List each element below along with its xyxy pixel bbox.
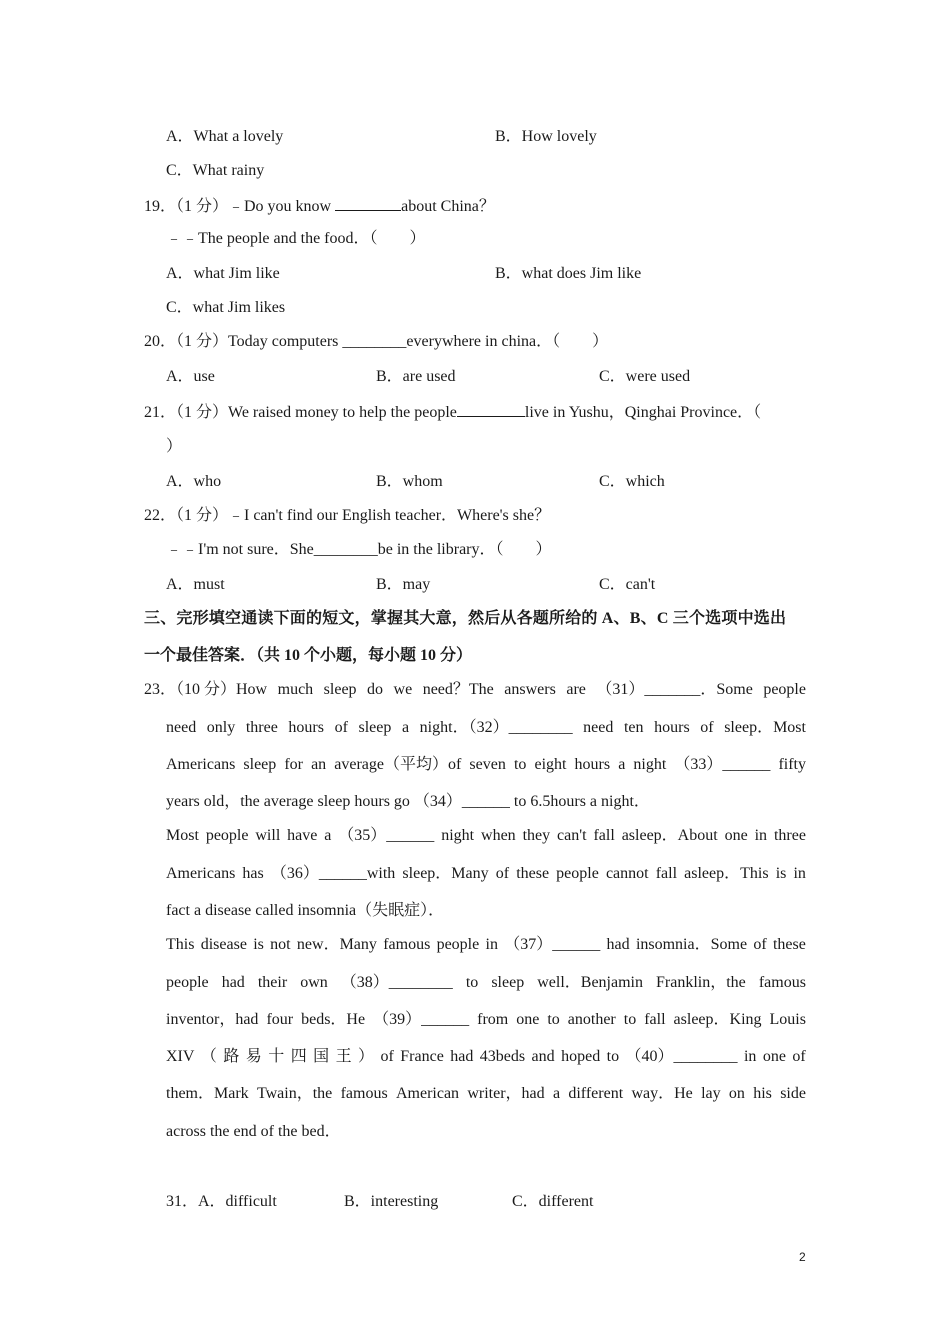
passage-word: Louis [769,1011,806,1028]
q20-stem: 20．（1 分）Today computers ________everywhere in china．（ ） [144,333,609,350]
passage-word: asleep．This [684,865,769,882]
passage-word: 易 [245,1048,262,1065]
passage-word: his [753,1085,772,1102]
passage-word: 43beds [479,1048,526,1065]
passage-word: and [531,1048,555,1065]
passage-word: a [324,827,332,844]
q23-passage-line [166,1010,806,1030]
passage-word: one [724,827,748,844]
passage-word: will [255,827,281,844]
passage-word: fall [655,865,678,882]
passage-word: insomnia．Some [635,936,748,953]
q21-stem [144,401,806,423]
q19-blank [335,195,401,211]
passage-word: another [567,1011,616,1028]
passage-word: people [763,681,806,698]
passage-word: new．Many [296,936,377,953]
passage-word: sleep [491,974,525,991]
passage-word: （35）______ [338,827,435,844]
passage-word: （38）________ [340,974,453,991]
q22-reply: ﹣﹣I'm not sure．She________be in the library．（ ） [166,541,552,558]
passage-word: well．Benjamin [537,974,643,991]
passage-word: Franklin，the [656,974,746,991]
q23-passage-line [166,792,650,812]
passage-word: night [441,827,475,844]
q23-passage-line [166,755,806,775]
passage-word: to [606,1048,620,1065]
passage-word: different [568,1085,624,1102]
passage-word: night．（32）________ [419,719,573,736]
passage-word: their [257,974,288,991]
passage-word: own [300,974,328,991]
passage-word: from [477,1011,509,1028]
passage-word: much [277,681,314,698]
q19-stem-pre: 19．（1 分）﹣Do you know [144,198,336,215]
passage-word: side [780,1085,806,1102]
passage-word: France [400,1048,444,1065]
passage-word: people [436,936,480,953]
q21-option-a: A．who [166,473,222,490]
q19-stem-post: about China？ [401,198,495,215]
passage-word: answers [504,681,556,698]
passage-word: need [583,719,614,736]
q23-passage-line [166,826,806,846]
passage-word: are [566,681,586,698]
passage-word: 王 [335,1048,352,1065]
passage-word: hours [574,756,611,773]
q19-option-c: C．what Jim likes [166,299,286,316]
passage-word: of [700,719,714,736]
passage-word: This [166,936,195,953]
q21-option-c: C．which [599,473,665,490]
q19-option-b: B．what does Jim like [495,265,642,282]
passage-word: （33）______ [674,756,771,773]
passage-word: has [242,865,264,882]
passage-word: people [205,827,249,844]
q21-blank [457,401,525,417]
q23-passage-line [166,864,806,884]
passage-word: Americans [166,756,236,773]
passage-word: they [522,827,551,844]
passage-word: Americans [166,865,236,882]
passage-word: disease [200,936,247,953]
q23-passage-line [166,973,806,993]
q31-option-c: C．different [512,1193,594,1210]
q21-option-b: B．whom [376,473,443,490]
passage-word: had [450,1048,474,1065]
passage-word: cannot [605,865,649,882]
passage-word: to [547,1011,560,1028]
passage-word: one [762,1048,786,1065]
passage-word: （39）______ [373,1011,470,1028]
passage-word: 十 [268,1048,285,1065]
passage-word: fifty [778,756,806,773]
passage-word: to [623,1011,637,1028]
passage-word: average（平均）of [334,756,462,773]
passage-word: sleep [243,756,277,773]
q31-option-a: 31．A．difficult [166,1193,277,1210]
passage-word: had [606,936,630,953]
passage-word: fact a disease called insomnia（失眠症）． [166,902,445,919]
passage-word: these [772,936,806,953]
passage-word: 国 [313,1048,330,1065]
q18-option-a: A．What a lovely [166,128,284,145]
passage-word: for [284,756,303,773]
passage-word: （36）______with [270,865,396,882]
passage-word: is [253,936,264,953]
passage-word: inventor，had [166,1011,259,1028]
passage-word: only [206,719,236,736]
passage-word: in [754,827,768,844]
q23-passage-line [166,901,444,921]
passage-word: a [552,1085,561,1102]
q22-option-b: B．may [376,576,431,593]
passage-word: ） [358,1048,375,1065]
passage-word: not [270,936,291,953]
passage-word: across the end of the bed． [166,1123,341,1140]
section-3-heading-line-1: 三、完形填空通读下面的短文，掌握其大意，然后从各题所给的 A、B、C 三个选项中选出 [144,610,787,627]
passage-word: can't [557,827,587,844]
passage-word: eight [534,756,567,773]
passage-word: beds．He [301,1011,366,1028]
passage-word: Twain，the [256,1085,333,1102]
passage-word: three [773,827,806,844]
passage-word: seven [469,756,506,773]
q20-option-b: B．are used [376,368,456,385]
passage-word: in [743,1048,757,1065]
passage-word: in [485,936,498,953]
passage-word: sleep．Many [402,865,489,882]
passage-word: hours [654,719,690,736]
passage-word: famous [340,1085,388,1102]
passage-word: way．He [631,1085,693,1102]
q21-stem-post: live in Yushu，Qinghai Province．（ [524,404,762,421]
q22-option-c: C．can't [599,576,656,593]
passage-word: have [287,827,318,844]
passage-word: （37）______ [504,936,601,953]
passage-word: is [775,865,787,882]
passage-word: four [266,1011,294,1028]
q22-stem: 22．（1 分）﹣I can't find our English teacher．Where's she？ [144,507,551,524]
passage-word: years old，the average sleep hours go （34）______ to 6.5hours a night． [166,793,650,810]
passage-word: when [481,827,516,844]
q20-option-c: C．were used [599,368,691,385]
q22-option-a: A．must [166,576,225,593]
passage-word: （ [200,1048,217,1065]
passage-word: we [393,681,413,698]
passage-word: need？The [422,681,494,698]
q21-stem-pre: 21．（1 分）We raised money to help the people [144,404,457,421]
passage-word: people [556,865,599,882]
passage-word: fall [593,827,615,844]
passage-word: sleep [323,681,357,698]
q19-stem [144,195,495,217]
q18-option-b: B．How lovely [495,128,597,145]
q31-option-b: B．interesting [344,1193,439,1210]
q18-option-c: C．What rainy [166,162,265,179]
passage-word: 23．（10 分）How [144,681,268,698]
passage-word: an [311,756,327,773]
q23-passage-line [166,718,806,738]
passage-word: （40）________ [625,1048,738,1065]
passage-word: in [793,865,806,882]
passage-word: people [166,974,209,991]
passage-word: （31）_______．Some [596,681,753,698]
passage-word: 路 [223,1048,240,1065]
passage-word: sleep．Most [724,719,806,736]
passage-word: asleep．King [673,1011,762,1028]
passage-word: American [395,1085,460,1102]
passage-word: night [633,756,667,773]
passage-word: of [334,719,348,736]
q21-stem-end: ） [166,438,183,455]
passage-word: a [401,719,410,736]
passage-word: do [367,681,384,698]
passage-word: XIV [166,1048,195,1065]
passage-word: to [465,974,479,991]
passage-word: had [221,974,245,991]
passage-word: hours [288,719,324,736]
passage-word: famous [758,974,806,991]
passage-word: one [516,1011,540,1028]
passage-word: 四 [290,1048,307,1065]
q19-reply: ﹣﹣The people and the food．（ ） [166,230,426,247]
section-3-heading-line-2: 一个最佳答案．（共 10 个小题，每小题 10 分） [144,647,473,664]
passage-word: to [513,756,527,773]
passage-word: lay [701,1085,721,1102]
passage-word: them．Mark [166,1085,249,1102]
page-number: 2 [799,1250,806,1264]
passage-word: sleep [358,719,392,736]
passage-word: of [753,936,767,953]
passage-word: need [166,719,197,736]
q23-passage-line [166,1084,806,1104]
passage-word: these [516,865,550,882]
q23-passage-line [166,935,806,955]
q20-option-a: A．use [166,368,215,385]
passage-word: fall [644,1011,666,1028]
passage-word: famous [383,936,431,953]
q19-option-a: A．what Jim like [166,265,280,282]
passage-word: asleep．About [621,827,718,844]
passage-word: of [792,1048,806,1065]
q23-passage-line [166,1047,806,1067]
passage-word: writer，had [467,1085,545,1102]
passage-word: three [245,719,278,736]
q23-passage-line [166,1122,341,1142]
passage-word: of [380,1048,394,1065]
passage-word: on [728,1085,745,1102]
passage-word: Most [166,827,199,844]
passage-word: hoped [561,1048,601,1065]
passage-word: a [618,756,626,773]
passage-word: of [495,865,510,882]
passage-word: ten [623,719,644,736]
q23-passage-line [144,680,806,700]
